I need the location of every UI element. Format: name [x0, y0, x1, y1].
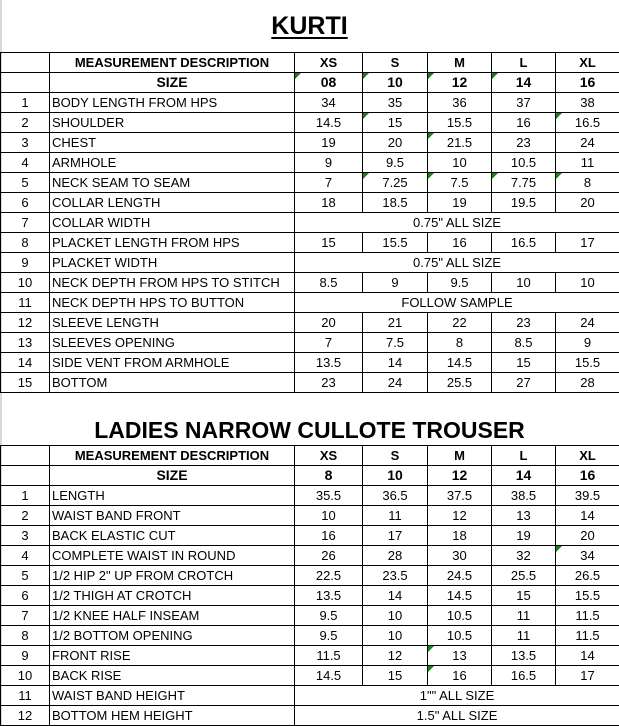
value-cell[interactable]: 18 [295, 193, 363, 213]
table-row [1, 706, 619, 726]
value-cell[interactable]: 9 [556, 333, 619, 353]
row-number-cell[interactable]: 12 [1, 706, 50, 726]
value-cell[interactable]: 18 [428, 526, 492, 546]
table-row [1, 153, 619, 173]
description-cell[interactable]: SHOULDER [50, 113, 295, 133]
value-cell[interactable]: 16 [492, 113, 556, 133]
value-cell[interactable]: 34 [556, 546, 619, 566]
value-cell[interactable]: 10 [556, 273, 619, 293]
description-cell[interactable]: CHEST [50, 133, 295, 153]
table-row [1, 506, 619, 526]
size-value-cell[interactable]: 16 [556, 466, 619, 486]
row-number-cell[interactable]: 5 [1, 566, 50, 586]
table-row [1, 646, 619, 666]
description-cell[interactable]: PLACKET LENGTH FROM HPS [50, 233, 295, 253]
value-cell[interactable]: 14.5 [295, 666, 363, 686]
size-value-cell[interactable]: 14 [492, 466, 556, 486]
value-cell[interactable]: 7.5 [428, 173, 492, 193]
value-cell[interactable]: 15 [492, 353, 556, 373]
header-row [1, 446, 619, 466]
table-row [1, 486, 619, 506]
row-number-cell[interactable]: 11 [1, 293, 50, 313]
kurti-measurement-table [0, 52, 619, 393]
size-header-m[interactable]: M [428, 53, 492, 73]
value-cell[interactable]: 15 [492, 586, 556, 606]
description-cell[interactable]: BOTTOM HEM HEIGHT [50, 706, 295, 726]
value-cell[interactable]: 13.5 [295, 586, 363, 606]
description-cell[interactable]: BODY LENGTH FROM HPS [50, 93, 295, 113]
value-cell[interactable]: 16 [428, 233, 492, 253]
value-cell[interactable]: 38.5 [492, 486, 556, 506]
table-row [1, 606, 619, 626]
table-row [1, 273, 619, 293]
merged-value-cell[interactable]: 1.5" ALL SIZE [295, 706, 619, 726]
value-cell[interactable]: 16.5 [556, 113, 619, 133]
value-cell[interactable]: 10.5 [428, 606, 492, 626]
row-number-cell[interactable] [1, 73, 50, 93]
description-header[interactable]: MEASUREMENT DESCRIPTION [50, 53, 295, 73]
description-cell[interactable]: NECK DEPTH HPS TO BUTTON [50, 293, 295, 313]
value-cell[interactable]: 30 [428, 546, 492, 566]
value-cell[interactable]: 25.5 [492, 566, 556, 586]
value-cell[interactable]: 28 [363, 546, 428, 566]
row-number-cell[interactable]: 9 [1, 253, 50, 273]
value-cell[interactable]: 39.5 [556, 486, 619, 506]
table-row [1, 313, 619, 333]
value-cell[interactable]: 37.5 [428, 486, 492, 506]
value-cell[interactable]: 7 [295, 333, 363, 353]
kurti-title [0, 12, 619, 41]
value-cell[interactable]: 24.5 [428, 566, 492, 586]
description-cell[interactable]: PLACKET WIDTH [50, 253, 295, 273]
description-cell[interactable]: 1/2 KNEE HALF INSEAM [50, 606, 295, 626]
size-row [1, 73, 619, 93]
value-cell[interactable]: 23 [492, 133, 556, 153]
value-cell[interactable]: 37 [492, 93, 556, 113]
value-cell[interactable]: 17 [363, 526, 428, 546]
value-cell[interactable]: 13 [492, 506, 556, 526]
value-cell[interactable]: 7.75 [492, 173, 556, 193]
size-value-cell[interactable]: 12 [428, 73, 492, 93]
row-number-header[interactable] [1, 446, 50, 466]
description-cell[interactable]: BACK ELASTIC CUT [50, 526, 295, 546]
size-value-cell[interactable]: 10 [363, 73, 428, 93]
table-row [1, 233, 619, 253]
value-cell[interactable]: 24 [556, 313, 619, 333]
value-cell[interactable]: 9 [363, 273, 428, 293]
size-label[interactable]: SIZE [50, 466, 295, 486]
value-cell[interactable]: 10 [363, 626, 428, 646]
merged-value-cell[interactable]: 1"" ALL SIZE [295, 686, 619, 706]
value-cell[interactable]: 14.5 [428, 586, 492, 606]
value-cell[interactable]: 14 [363, 353, 428, 373]
value-cell[interactable]: 20 [363, 133, 428, 153]
value-cell[interactable]: 21.5 [428, 133, 492, 153]
value-cell[interactable]: 11.5 [556, 626, 619, 646]
value-cell[interactable]: 7.5 [363, 333, 428, 353]
value-cell[interactable]: 10.5 [492, 153, 556, 173]
description-cell[interactable]: BOTTOM [50, 373, 295, 393]
value-cell[interactable]: 15.5 [556, 353, 619, 373]
row-number-cell[interactable]: 3 [1, 526, 50, 546]
description-cell[interactable]: 1/2 THIGH AT CROTCH [50, 586, 295, 606]
size-value-cell[interactable]: 10 [363, 466, 428, 486]
value-cell[interactable]: 8 [556, 173, 619, 193]
value-cell[interactable]: 10 [295, 506, 363, 526]
table-row [1, 373, 619, 393]
value-cell[interactable]: 9.5 [295, 626, 363, 646]
size-row [1, 466, 619, 486]
description-cell[interactable]: SLEEVE LENGTH [50, 313, 295, 333]
row-number-cell[interactable]: 9 [1, 646, 50, 666]
description-cell[interactable]: 1/2 HIP 2" UP FROM CROTCH [50, 566, 295, 586]
value-cell[interactable]: 26.5 [556, 566, 619, 586]
table-row [1, 193, 619, 213]
value-cell[interactable]: 10.5 [428, 626, 492, 646]
size-label[interactable]: SIZE [50, 73, 295, 93]
value-cell[interactable]: 13.5 [492, 646, 556, 666]
row-number-cell[interactable]: 2 [1, 506, 50, 526]
value-cell[interactable]: 21 [363, 313, 428, 333]
size-value-cell[interactable]: 16 [556, 73, 619, 93]
description-cell[interactable]: COLLAR WIDTH [50, 213, 295, 233]
value-cell[interactable]: 24 [556, 133, 619, 153]
value-cell[interactable]: 16 [428, 666, 492, 686]
value-cell[interactable]: 17 [556, 666, 619, 686]
value-cell[interactable]: 11 [556, 153, 619, 173]
value-cell[interactable]: 16 [295, 526, 363, 546]
table-row [1, 666, 619, 686]
description-cell[interactable]: FRONT RISE [50, 646, 295, 666]
table-row [1, 626, 619, 646]
merged-value-cell[interactable]: 0.75" ALL SIZE [295, 253, 619, 273]
value-cell[interactable]: 28 [556, 373, 619, 393]
value-cell[interactable]: 14.5 [428, 353, 492, 373]
value-cell[interactable]: 27 [492, 373, 556, 393]
row-number-cell[interactable]: 12 [1, 313, 50, 333]
value-cell[interactable]: 10 [363, 606, 428, 626]
description-cell[interactable]: NECK DEPTH FROM HPS TO STITCH [50, 273, 295, 293]
value-cell[interactable]: 9.5 [428, 273, 492, 293]
row-number-cell[interactable]: 3 [1, 133, 50, 153]
row-number-cell[interactable]: 1 [1, 93, 50, 113]
description-cell[interactable]: NECK SEAM TO SEAM [50, 173, 295, 193]
value-cell[interactable]: 23 [295, 373, 363, 393]
value-cell[interactable]: 10 [492, 273, 556, 293]
value-cell[interactable]: 36 [428, 93, 492, 113]
table-row [1, 93, 619, 113]
value-cell[interactable]: 7.25 [363, 173, 428, 193]
value-cell[interactable]: 15.5 [363, 233, 428, 253]
value-cell[interactable]: 13.5 [295, 353, 363, 373]
value-cell[interactable]: 36.5 [363, 486, 428, 506]
value-cell[interactable]: 8.5 [492, 333, 556, 353]
size-header-l[interactable]: L [492, 53, 556, 73]
value-cell[interactable]: 11 [492, 606, 556, 626]
size-value-cell[interactable]: 08 [295, 73, 363, 93]
table-row [1, 526, 619, 546]
trouser-title: LADIES NARROW CULLOTE TROUSER [0, 417, 619, 444]
value-cell[interactable]: 14.5 [295, 113, 363, 133]
size-header-s[interactable]: S [363, 53, 428, 73]
description-header[interactable]: MEASUREMENT DESCRIPTION [50, 446, 295, 466]
value-cell[interactable]: 15 [363, 113, 428, 133]
description-cell[interactable]: 1/2 BOTTOM OPENING [50, 626, 295, 646]
table-row [1, 133, 619, 153]
table-row [1, 586, 619, 606]
header-row [1, 53, 619, 73]
value-cell[interactable]: 8 [428, 333, 492, 353]
row-number-cell[interactable]: 6 [1, 586, 50, 606]
value-cell[interactable]: 25.5 [428, 373, 492, 393]
description-cell[interactable]: COMPLETE WAIST IN ROUND [50, 546, 295, 566]
description-cell[interactable]: WAIST BAND FRONT [50, 506, 295, 526]
row-number-cell[interactable]: 1 [1, 486, 50, 506]
value-cell[interactable]: 20 [295, 313, 363, 333]
table-row [1, 686, 619, 706]
table-row [1, 333, 619, 353]
table-row [1, 293, 619, 313]
value-cell[interactable]: 34 [295, 93, 363, 113]
row-number-cell[interactable]: 11 [1, 686, 50, 706]
row-number-cell[interactable]: 7 [1, 213, 50, 233]
table-row [1, 173, 619, 193]
value-cell[interactable]: 11 [363, 506, 428, 526]
value-cell[interactable]: 22.5 [295, 566, 363, 586]
table-row [1, 253, 619, 273]
value-cell[interactable]: 11.5 [556, 606, 619, 626]
value-cell[interactable]: 14 [556, 506, 619, 526]
value-cell[interactable]: 20 [556, 526, 619, 546]
value-cell[interactable]: 38 [556, 93, 619, 113]
size-value-cell[interactable]: 14 [492, 73, 556, 93]
row-number-cell[interactable]: 13 [1, 333, 50, 353]
value-cell[interactable]: 12 [363, 646, 428, 666]
row-number-cell[interactable]: 14 [1, 353, 50, 373]
value-cell[interactable]: 16.5 [492, 233, 556, 253]
value-cell[interactable]: 18.5 [363, 193, 428, 213]
row-number-cell[interactable]: 4 [1, 546, 50, 566]
value-cell[interactable]: 15 [295, 233, 363, 253]
description-cell[interactable]: WAIST BAND HEIGHT [50, 686, 295, 706]
value-cell[interactable]: 23 [492, 313, 556, 333]
value-cell[interactable]: 19 [492, 526, 556, 546]
value-cell[interactable]: 26 [295, 546, 363, 566]
merged-value-cell[interactable]: 0.75" ALL SIZE [295, 213, 619, 233]
table-row [1, 546, 619, 566]
merged-value-cell[interactable]: FOLLOW SAMPLE [295, 293, 619, 313]
size-value-cell[interactable]: 12 [428, 466, 492, 486]
row-number-cell[interactable]: 10 [1, 666, 50, 686]
size-header-xs[interactable]: XS [295, 446, 363, 466]
row-number-cell[interactable]: 4 [1, 153, 50, 173]
value-cell[interactable]: 13 [428, 646, 492, 666]
row-number-cell[interactable]: 5 [1, 173, 50, 193]
value-cell[interactable]: 15.5 [556, 586, 619, 606]
value-cell[interactable]: 12 [428, 506, 492, 526]
value-cell[interactable]: 35.5 [295, 486, 363, 506]
row-number-cell[interactable]: 8 [1, 626, 50, 646]
value-cell[interactable]: 8.5 [295, 273, 363, 293]
row-number-cell[interactable] [1, 466, 50, 486]
value-cell[interactable]: 9.5 [363, 153, 428, 173]
description-cell[interactable]: SIDE VENT FROM ARMHOLE [50, 353, 295, 373]
value-cell[interactable]: 23.5 [363, 566, 428, 586]
row-number-cell[interactable]: 6 [1, 193, 50, 213]
value-cell[interactable]: 17 [556, 233, 619, 253]
value-cell[interactable]: 32 [492, 546, 556, 566]
row-number-cell[interactable]: 10 [1, 273, 50, 293]
description-cell[interactable]: SLEEVES OPENING [50, 333, 295, 353]
trouser-measurement-table [0, 445, 619, 726]
row-number-cell[interactable]: 8 [1, 233, 50, 253]
value-cell[interactable]: 9.5 [295, 606, 363, 626]
size-header-xl[interactable]: XL [556, 446, 619, 466]
row-number-header[interactable] [1, 53, 50, 73]
value-cell[interactable]: 24 [363, 373, 428, 393]
size-header-xl[interactable]: XL [556, 53, 619, 73]
description-cell[interactable]: COLLAR LENGTH [50, 193, 295, 213]
description-cell[interactable]: LENGTH [50, 486, 295, 506]
kurti-title-text: KURTI [271, 12, 347, 40]
value-cell[interactable]: 7 [295, 173, 363, 193]
size-header-s[interactable]: S [363, 446, 428, 466]
value-cell[interactable]: 15 [363, 666, 428, 686]
value-cell[interactable]: 14 [556, 646, 619, 666]
size-header-xs[interactable]: XS [295, 53, 363, 73]
size-header-l[interactable]: L [492, 446, 556, 466]
row-number-cell[interactable]: 7 [1, 606, 50, 626]
value-cell[interactable]: 10 [428, 153, 492, 173]
row-number-cell[interactable]: 2 [1, 113, 50, 133]
size-value-cell[interactable]: 8 [295, 466, 363, 486]
value-cell[interactable]: 16.5 [492, 666, 556, 686]
table-row [1, 566, 619, 586]
value-cell[interactable]: 35 [363, 93, 428, 113]
value-cell[interactable]: 15.5 [428, 113, 492, 133]
value-cell[interactable]: 22 [428, 313, 492, 333]
value-cell[interactable]: 19.5 [492, 193, 556, 213]
description-cell[interactable]: ARMHOLE [50, 153, 295, 173]
table-row [1, 113, 619, 133]
description-cell[interactable]: BACK RISE [50, 666, 295, 686]
value-cell[interactable]: 11 [492, 626, 556, 646]
size-header-m[interactable]: M [428, 446, 492, 466]
row-number-cell[interactable]: 15 [1, 373, 50, 393]
table-row [1, 213, 619, 233]
value-cell[interactable]: 20 [556, 193, 619, 213]
value-cell[interactable]: 9 [295, 153, 363, 173]
value-cell[interactable]: 11.5 [295, 646, 363, 666]
value-cell[interactable]: 14 [363, 586, 428, 606]
value-cell[interactable]: 19 [428, 193, 492, 213]
value-cell[interactable]: 19 [295, 133, 363, 153]
table-row [1, 353, 619, 373]
